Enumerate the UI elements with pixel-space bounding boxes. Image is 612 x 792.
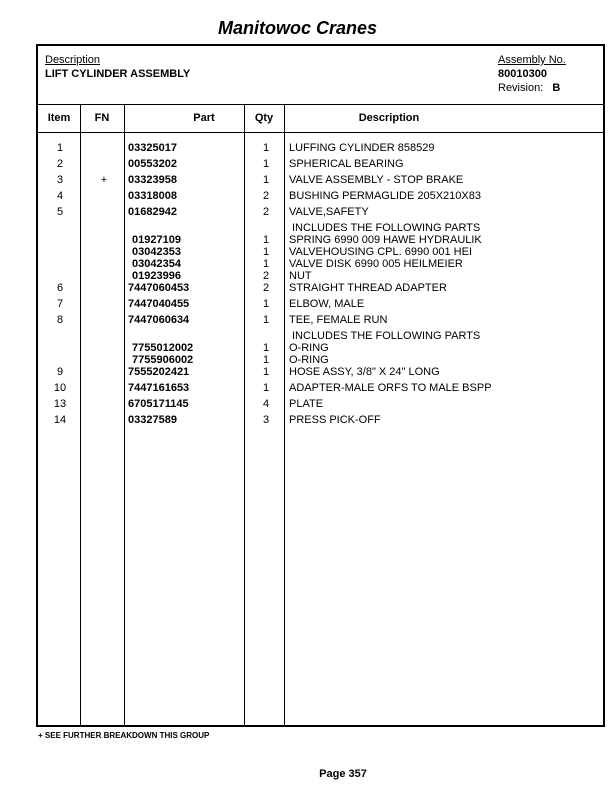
row-qty-cell: 2 [262, 190, 270, 202]
row-item-cell: 9 [56, 366, 64, 378]
parts-list-frame [36, 44, 605, 727]
row-item-cell: 5 [56, 206, 64, 218]
row-qty-cell: 2 [262, 206, 270, 218]
row-part-cell: 7447161653 [128, 382, 190, 394]
table-row [38, 298, 603, 314]
row-item-cell: 8 [56, 314, 64, 326]
page-title: Manitowoc Cranes [217, 18, 378, 38]
table-row [38, 382, 603, 398]
row-item-cell: 6 [56, 282, 64, 294]
assembly-number-label: Assembly No. [498, 54, 566, 66]
row-description-cell: SPHERICAL BEARING [289, 158, 404, 170]
row-part-cell: 01927109 [132, 234, 181, 246]
row-part-cell: 03323958 [128, 174, 177, 186]
table-row [38, 270, 603, 282]
row-qty-cell: 1 [262, 158, 270, 170]
row-part-cell: 01682942 [128, 206, 177, 218]
column-header-description: Description [358, 112, 420, 124]
row-part-cell: 00553202 [128, 158, 177, 170]
row-fn-cell: + [100, 174, 108, 186]
row-item-cell: 10 [53, 382, 67, 394]
row-item-cell: 13 [53, 398, 67, 410]
table-row [38, 366, 603, 382]
row-description-cell: INCLUDES THE FOLLOWING PARTS [292, 222, 481, 234]
row-description-cell: VALVE,SAFETY [289, 206, 369, 218]
row-description-cell: VALVE DISK 6990 005 HEILMEIER [289, 258, 463, 270]
table-row [38, 174, 603, 190]
row-description-cell: HOSE ASSY, 3/8" X 24" LONG [289, 366, 440, 378]
row-description-cell: ADAPTER-MALE ORFS TO MALE BSPP [289, 382, 492, 394]
column-header-item: Item [47, 112, 71, 124]
description-label: Description [45, 54, 101, 66]
row-item-cell: 14 [53, 414, 67, 426]
column-header-fn: FN [94, 112, 110, 124]
revision-value: B [552, 82, 561, 94]
row-description-cell: LUFFING CYLINDER 858529 [289, 142, 435, 154]
table-row [38, 282, 603, 298]
row-qty-cell: 2 [262, 270, 270, 282]
table-row [38, 342, 603, 354]
assembly-header [38, 46, 603, 105]
row-item-cell: 2 [56, 158, 64, 170]
row-description-cell: VALVEHOUSING CPL. 6990 001 HEI [289, 246, 473, 258]
row-part-cell: 03042354 [132, 258, 181, 270]
row-part-cell: 03325017 [128, 142, 177, 154]
row-qty-cell: 1 [262, 382, 270, 394]
description-value: LIFT CYLINDER ASSEMBLY [45, 68, 191, 80]
row-part-cell: 03327589 [128, 414, 177, 426]
row-qty-cell: 1 [262, 342, 270, 354]
table-row [38, 246, 603, 258]
row-item-cell: 7 [56, 298, 64, 310]
table-row [38, 314, 603, 330]
revision-label: Revision: [498, 82, 544, 94]
column-header-row [38, 104, 603, 133]
revision [498, 82, 560, 94]
table-row [38, 222, 603, 234]
row-part-cell: 6705171145 [128, 398, 189, 410]
footnote: + SEE FURTHER BREAKDOWN THIS GROUP [38, 731, 210, 740]
row-qty-cell: 1 [262, 246, 270, 258]
row-qty-cell: 1 [262, 258, 270, 270]
row-qty-cell: 1 [262, 142, 270, 154]
row-qty-cell: 1 [262, 234, 270, 246]
row-description-cell: O-RING [289, 342, 329, 354]
row-description-cell: NUT [289, 270, 312, 282]
row-part-cell: 7755012002 [132, 342, 194, 354]
row-qty-cell: 1 [262, 298, 270, 310]
row-qty-cell: 4 [262, 398, 270, 410]
row-part-cell: 7447060453 [128, 282, 190, 294]
column-header-qty: Qty [254, 112, 274, 124]
assembly-number-value: 80010300 [498, 68, 547, 80]
table-row [38, 258, 603, 270]
row-description-cell: SPRING 6990 009 HAWE HYDRAULIK [289, 234, 482, 246]
table-row [38, 142, 603, 158]
row-description-cell: PRESS PICK-OFF [289, 414, 381, 426]
table-row [38, 414, 603, 430]
row-part-cell: 7555202421 [128, 366, 190, 378]
row-description-cell: TEE, FEMALE RUN [289, 314, 388, 326]
table-row [38, 234, 603, 246]
row-part-cell: 7447060634 [128, 314, 190, 326]
row-item-cell: 1 [56, 142, 64, 154]
row-qty-cell: 2 [262, 282, 270, 294]
row-description-cell: STRAIGHT THREAD ADAPTER [289, 282, 447, 294]
table-row [38, 330, 603, 342]
row-description-cell: ELBOW, MALE [289, 298, 365, 310]
parts-table-body [38, 142, 603, 430]
table-row [38, 354, 603, 366]
row-qty-cell: 3 [262, 414, 270, 426]
row-description-cell: O-RING [289, 354, 329, 366]
row-part-cell: 03042353 [132, 246, 181, 258]
row-qty-cell: 1 [262, 174, 270, 186]
page-number: Page 357 [319, 768, 367, 780]
column-header-part: Part [193, 112, 215, 124]
row-qty-cell: 1 [262, 354, 270, 366]
table-row [38, 206, 603, 222]
table-row [38, 190, 603, 206]
row-item-cell: 4 [56, 190, 64, 202]
row-qty-cell: 1 [262, 314, 270, 326]
table-row [38, 398, 603, 414]
row-part-cell: 7755906002 [132, 354, 194, 366]
row-part-cell: 03318008 [128, 190, 177, 202]
row-part-cell: 01923996 [132, 270, 181, 282]
row-qty-cell: 1 [262, 366, 270, 378]
row-item-cell: 3 [56, 174, 64, 186]
table-row [38, 158, 603, 174]
row-description-cell: INCLUDES THE FOLLOWING PARTS [292, 330, 481, 342]
row-description-cell: VALVE ASSEMBLY - STOP BRAKE [289, 174, 464, 186]
row-description-cell: PLATE [289, 398, 324, 410]
row-description-cell: BUSHING PERMAGLIDE 205X210X83 [289, 190, 481, 202]
row-part-cell: 7447040455 [128, 298, 190, 310]
